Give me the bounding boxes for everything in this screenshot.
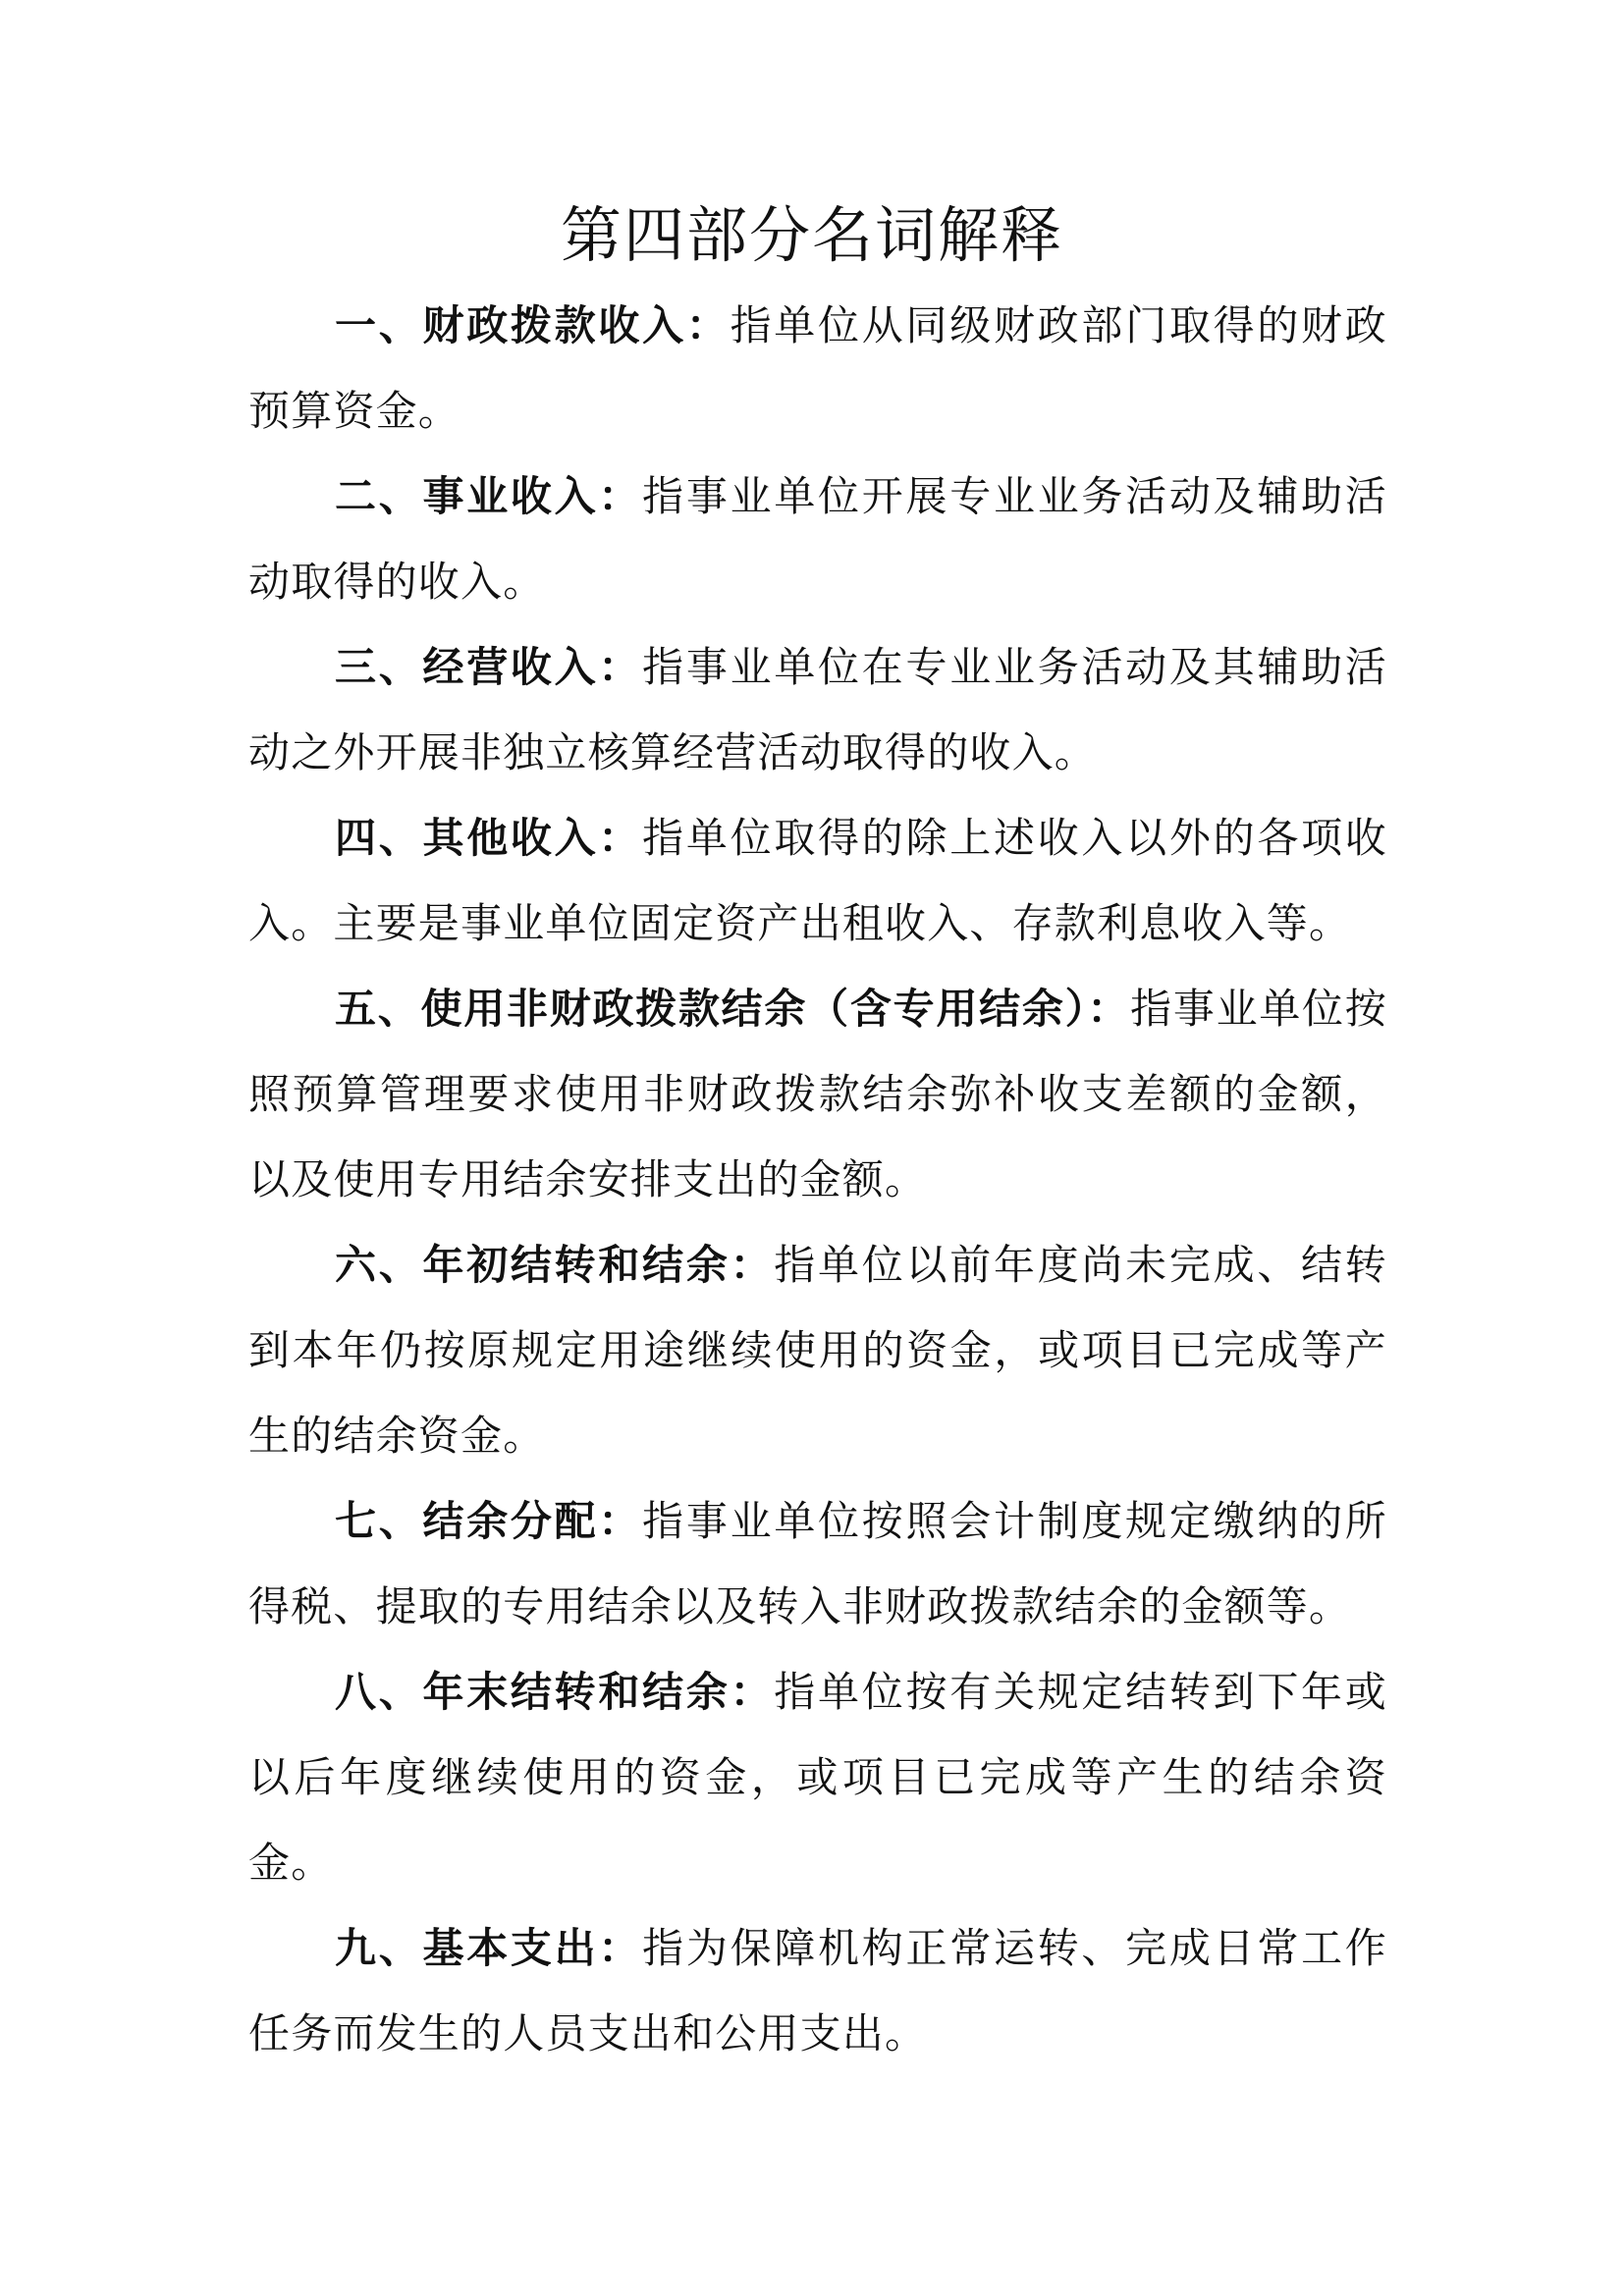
term-definition: 指事业单位按照预算管理要求使用非财政拨款结余弥补收支差额的金额，以及使用专用结余安排支出的金额。: [248, 985, 1387, 1203]
glossary-item-other-income: [248, 795, 1387, 966]
glossary-item-basic-expenditure: [248, 1905, 1387, 2076]
term-label: 七、结余分配：: [335, 1497, 643, 1545]
term-label: 六、年初结转和结余：: [335, 1241, 775, 1289]
term-definition: 指事业单位按照会计制度规定缴纳的所得税、提取的专用结余以及转入非财政拨款结余的金额等。: [248, 1497, 1388, 1630]
glossary-item-beginning-carryover: [248, 1222, 1387, 1478]
page-title: 第四部分名词解释: [560, 199, 1063, 271]
term-label: 五、使用非财政拨款结余（含专用结余）：: [335, 985, 1131, 1033]
term-label: 四、其他收入：: [335, 814, 643, 862]
term-label: 三、经营收入：: [335, 643, 643, 691]
term-label: 八、年末结转和结余：: [335, 1668, 775, 1716]
term-definition: 指事业单位在专业业务活动及其辅助活动之外开展非独立核算经营活动取得的收入。: [248, 643, 1388, 776]
glossary-item-operating-income: [248, 624, 1387, 795]
term-label: 一、财政拨款收入：: [335, 301, 731, 349]
term-definition: 指单位取得的除上述收入以外的各项收入。主要是事业单位固定资产出租收入、存款利息收入等。: [248, 814, 1388, 947]
term-definition: 指单位以前年度尚未完成、结转到本年仍按原规定用途继续使用的资金，或项目已完成等产生的结余资金。: [248, 1241, 1387, 1460]
term-label: 九、基本支出：: [335, 1924, 643, 1972]
term-definition: 指事业单位开展专业业务活动及辅助活动取得的收入。: [248, 472, 1388, 606]
glossary-item-business-income: [248, 454, 1387, 624]
term-definition: 指为保障机构正常运转、完成日常工作任务而发生的人员支出和公用支出。: [248, 1924, 1388, 2057]
term-label: 二、事业收入：: [335, 472, 643, 520]
glossary-item-balance-distribution: [248, 1478, 1387, 1649]
glossary-item-fiscal-appropriation-income: [248, 283, 1387, 454]
term-definition: 指单位按有关规定结转到下年或以后年度继续使用的资金，或项目已完成等产生的结余资金。: [248, 1668, 1387, 1887]
term-definition: 指单位从同级财政部门取得的财政预算资金。: [248, 301, 1387, 435]
glossary-body: [248, 283, 1387, 2076]
glossary-item-year-end-carryover: [248, 1649, 1387, 1905]
glossary-item-use-of-non-fiscal-balance: [248, 966, 1387, 1222]
